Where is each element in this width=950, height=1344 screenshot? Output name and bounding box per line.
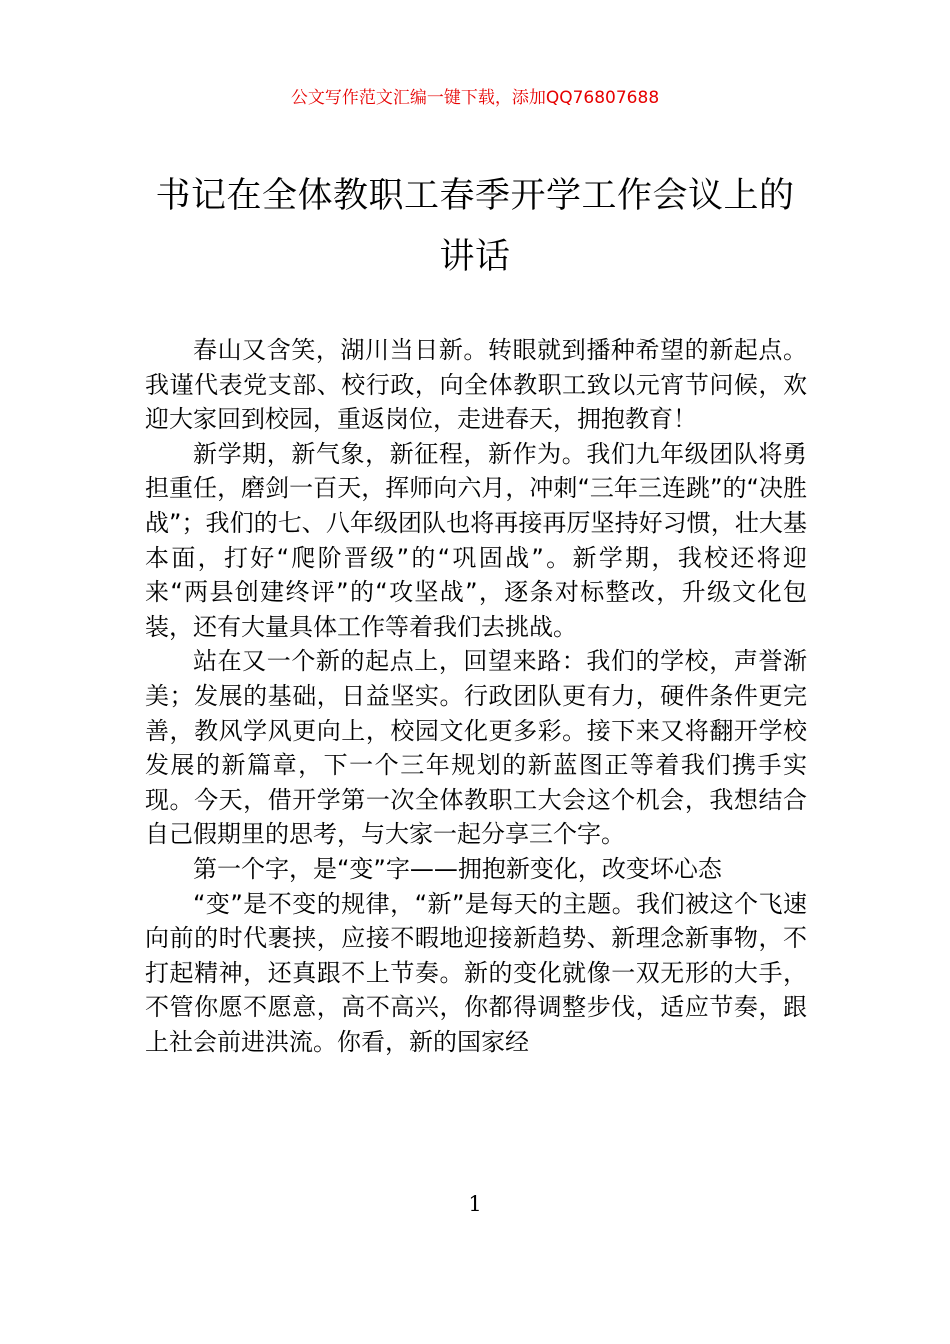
paragraph-review: 站在又一个新的起点上，回望来路：我们的学校，声誉渐美；发展的基础，日益坚实。行政团队更有力，硬件条件更完善，教风学风更向上，校园文化更多彩。接下来又将翻开学校发展的新篇章，下一个三年规划的新蓝图正等着我们携手实现。今天，借开学第一次全体教职工大会这个机会，我想结合自己假期里的思考，与大家一起分享三个字。 bbox=[145, 647, 807, 849]
paragraph-change: “变”是不变的规律，“新”是每天的主题。我们被这个飞速向前的时代裹挟，应接不暇地迎接新趋势、新理念新事物，不打起精神，还真跟不上节奏。新的变化就像一双无形的大手，不管你愿不愿意，高不高兴，你都得调整步伐，适应节奏，跟上社会前进洪流。你看，新的国家经 bbox=[145, 889, 807, 1056]
section-heading-change: 第一个字，是“变”字——拥抱新变化，改变坏心态 bbox=[193, 854, 722, 883]
paragraph-opening: 春山又含笑，湖川当日新。转眼就到播种希望的新起点。我谨代表党支部、校行政，向全体教职工致以元宵节问候，欢迎大家回到校园，重返岗位，走进春天，拥抱教育！ bbox=[145, 336, 807, 434]
paragraph-new-semester: 新学期，新气象，新征程，新作为。我们九年级团队将勇担重任，磨剑一百天，挥师向六月，冲刺“三年三连跳”的“决胜战”；我们的七、八年级团队也将再接再厉坚持好习惯，壮大基本面，打好“爬阶晋级”的“巩固战”。新学期，我校还将迎来“两县创建终评”的“攻坚战”，逐条对标整改，升级文化包装，还有大量具体工作等着我们去挑战。 bbox=[145, 439, 807, 641]
download-promo-header: 公文写作范文汇编一键下载，添加QQ76807688 bbox=[290, 88, 660, 108]
page-number: 1 bbox=[468, 1192, 482, 1216]
document-body bbox=[145, 333, 807, 1059]
document-title: 书记在全体教职工春季开学工作会议上的讲话 bbox=[155, 176, 795, 277]
